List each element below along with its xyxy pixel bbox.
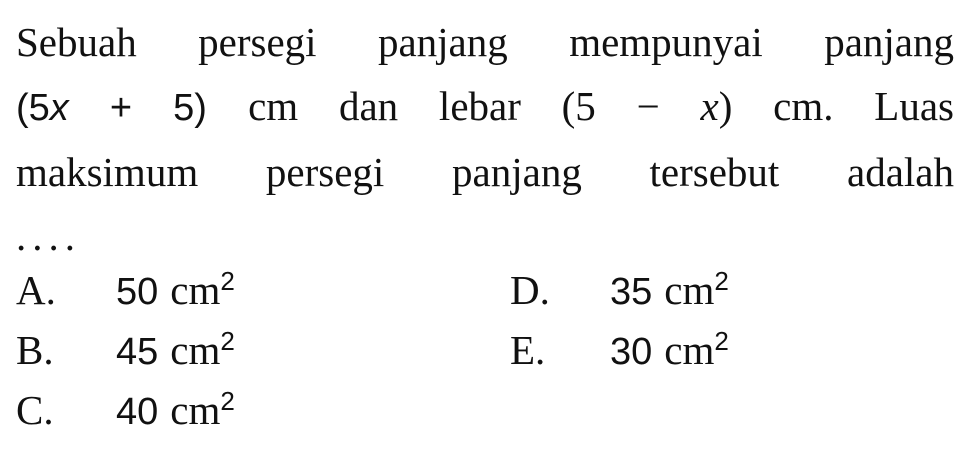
option-value: 35 <box>610 271 653 313</box>
option-letter: B. <box>16 327 54 373</box>
question-line-1: Sebuah persegi panjang mempunyai panjang <box>16 19 954 65</box>
question-text <box>16 10 954 268</box>
option-exponent: 2 <box>220 386 235 416</box>
option-e[interactable] <box>510 320 729 380</box>
option-exponent: 2 <box>714 266 729 296</box>
question-ellipsis: .... <box>16 213 81 259</box>
option-value: 45 <box>116 331 159 373</box>
option-value: 50 <box>116 271 159 313</box>
option-value: 30 <box>610 331 653 373</box>
expr-length-open: (5 <box>16 87 50 129</box>
question-line-2-end: ) cm. Luas <box>718 83 954 129</box>
option-c[interactable] <box>16 380 235 440</box>
option-d[interactable] <box>510 260 729 320</box>
expr-length-close: + 5) <box>68 87 249 129</box>
option-letter: A. <box>16 267 56 313</box>
option-unit: cm <box>170 327 221 373</box>
option-b[interactable] <box>16 320 235 380</box>
option-a[interactable] <box>16 260 235 320</box>
option-value: 40 <box>116 391 159 433</box>
option-letter: D. <box>510 267 550 313</box>
option-letter: E. <box>510 327 546 373</box>
option-unit: cm <box>664 267 715 313</box>
question-line-2 <box>16 74 954 140</box>
option-unit: cm <box>170 267 221 313</box>
variable-x: x <box>700 83 719 129</box>
option-exponent: 2 <box>220 266 235 296</box>
question-line-3: maksimum persegi panjang tersebut adalah <box>16 149 954 195</box>
option-letter: C. <box>16 387 54 433</box>
option-unit: cm <box>664 327 715 373</box>
option-unit: cm <box>170 387 221 433</box>
option-exponent: 2 <box>220 326 235 356</box>
option-exponent: 2 <box>714 326 729 356</box>
variable-x: x <box>49 87 69 129</box>
expr-width: cm dan lebar (5 − <box>248 83 701 129</box>
